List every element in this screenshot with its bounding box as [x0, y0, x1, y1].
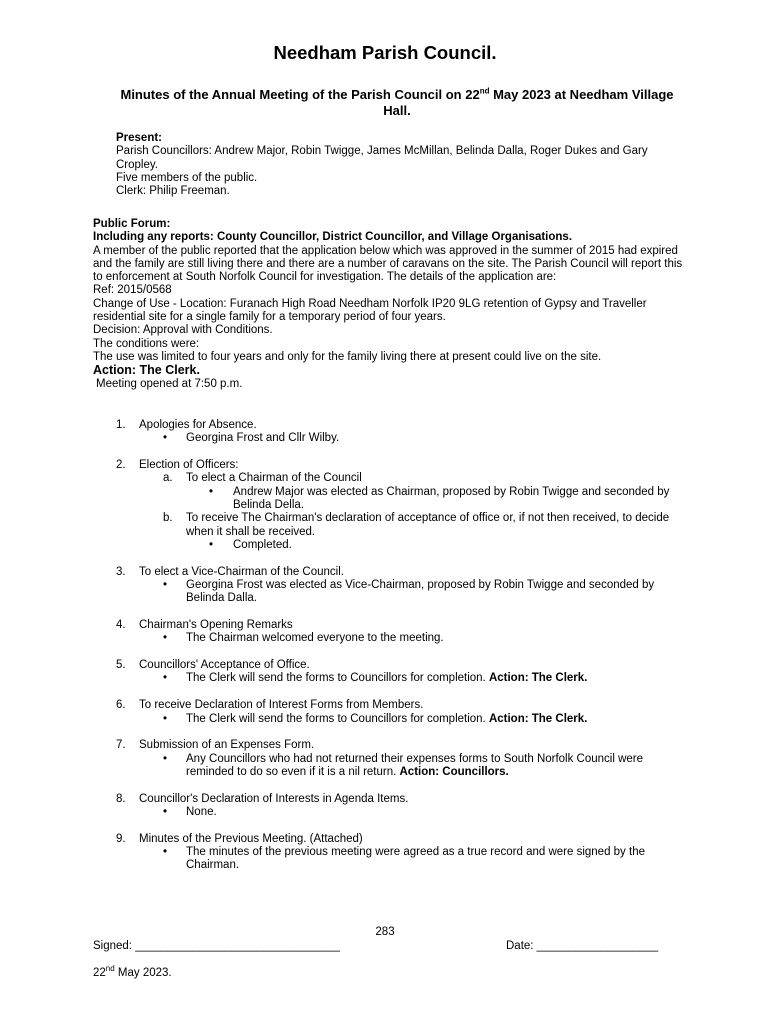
item-title: Minutes of the Previous Meeting. (Attached): [139, 832, 363, 845]
public-forum-line: A member of the public reported that the application below which was approved in the summer of 2015 had expired and the family are still living there and there are a number of caravans on the site. The Parish Council will report this to enforcement at South Norfolk Council for investigation. The details of the application are:: [93, 244, 683, 284]
public-forum-subheading: Including any reports: County Councillor, District Councillor, and Village Organisations.: [93, 231, 573, 244]
item-bullet-action: Action: Councillors.: [399, 765, 509, 778]
sub-item-letter: b.: [163, 512, 173, 525]
public-forum-section: [93, 218, 683, 391]
agenda-item: [116, 659, 682, 686]
item-number: 6.: [116, 699, 126, 712]
agenda-item: [116, 459, 682, 552]
item-title: Apologies for Absence.: [139, 419, 257, 431]
item-title: To elect a Vice-Chairman of the Council.: [139, 565, 344, 578]
public-forum-line: The use was limited to four years and only for the family living there at present could live on the site.: [93, 350, 602, 363]
present-line: Clerk: Philip Freeman.: [116, 185, 230, 198]
item-bullet-text: The Clerk will send the forms to Councillors for completion.: [186, 712, 489, 725]
public-forum-line: Decision: Approval with Conditions.: [93, 324, 273, 337]
item-bullet: • The minutes of the previous meeting were agreed as a true record and were signed by the Chairman.: [116, 846, 682, 873]
meeting-subtitle: [110, 87, 684, 119]
item-title: Chairman's Opening Remarks: [139, 619, 293, 632]
document-title: Needham Parish Council.: [273, 42, 497, 63]
public-forum-line: Change of Use - Location: Furanach High Road Needham Norfolk IP20 9LG retention of Gypsy and Traveller residential site for a single family for a temporary period of four years.: [93, 297, 647, 324]
present-section: [116, 132, 676, 198]
sub-item-text: To elect a Chairman of the Council: [186, 472, 362, 485]
sub-item-bullet: • Completed.: [116, 539, 682, 552]
agenda-item: [116, 619, 682, 646]
sub-item: [116, 472, 682, 485]
public-forum-line: Ref: 2015/0568: [93, 284, 172, 297]
present-line: Parish Councillors: Andrew Major, Robin Twigge, James McMillan, Belinda Dalla, Roger Dukes and Gary Cropley.: [116, 145, 648, 171]
item-number: 9.: [116, 832, 126, 845]
footer-date: [93, 964, 172, 980]
public-forum-heading: Public Forum:: [93, 218, 171, 230]
subtitle-text: Minutes of the Annual Meeting of the Parish Council on 22: [120, 87, 480, 102]
item-bullet: • None.: [116, 806, 682, 819]
subtitle-ordinal: nd: [479, 86, 490, 96]
item-bullet: • Georgina Frost and Cllr Wilby.: [116, 432, 682, 445]
item-bullet: [116, 753, 682, 780]
item-number: 2.: [116, 459, 126, 472]
footer-date-day: 22: [93, 967, 106, 979]
item-title: Councillors' Acceptance of Office.: [139, 659, 310, 672]
item-number: 3.: [116, 565, 126, 578]
footer-date-rest: May 2023.: [114, 967, 172, 979]
page-number: 283: [375, 926, 395, 938]
item-number: 8.: [116, 792, 126, 805]
item-bullet-text: The Clerk will send the forms to Councillors for completion.: [186, 672, 489, 685]
item-number: 1.: [116, 419, 126, 431]
agenda-item: [116, 793, 682, 820]
agenda-item: [116, 833, 682, 873]
item-title: To receive Declaration of Interest Forms from Members.: [139, 699, 424, 712]
item-bullet: [116, 672, 682, 685]
present-heading: Present:: [116, 132, 163, 144]
item-bullet: • Georgina Frost was elected as Vice-Chairman, proposed by Robin Twigge and seconded by Belinda Dalla.: [116, 579, 682, 606]
item-bullet: • The Chairman welcomed everyone to the meeting.: [116, 632, 682, 645]
public-forum-line: The conditions were:: [93, 337, 200, 350]
subtitle-text-end: May 2023 at Needham Village Hall.: [383, 87, 674, 118]
footer-date-ordinal: nd: [105, 964, 115, 974]
item-bullet-text: Any Councillors who had not returned their expenses forms to South Norfolk Council were reminded to do so even if it is a nil return.: [186, 752, 644, 778]
item-title: Councillor's Declaration of Interests in Agenda Items.: [139, 792, 409, 805]
sub-item: [116, 512, 682, 539]
meeting-opened: Meeting opened at 7:50 p.m.: [96, 377, 243, 390]
public-forum-action: Action: The Clerk.: [93, 363, 200, 378]
item-title: Submission of an Expenses Form.: [139, 739, 315, 752]
date-line: Date: ___________________: [506, 940, 659, 952]
item-title: Election of Officers:: [139, 459, 239, 472]
item-bullet: [116, 713, 682, 726]
item-number: 7.: [116, 739, 126, 752]
sub-item-letter: a.: [163, 472, 173, 485]
item-bullet-action: Action: The Clerk.: [488, 712, 588, 725]
item-bullet-action: Action: The Clerk.: [488, 672, 588, 685]
agenda-item: [116, 739, 682, 779]
signature-line: Signed: ________________________________: [93, 940, 340, 952]
agenda-item: [116, 419, 682, 446]
present-line: Five members of the public.: [116, 171, 258, 184]
sub-item-text: To receive The Chairman's declaration of acceptance of office or, if not then received, to decide when it shall be received.: [186, 512, 670, 538]
item-number: 4.: [116, 619, 126, 632]
agenda-items: [116, 419, 682, 886]
sub-item-bullet: • Andrew Major was elected as Chairman, proposed by Robin Twigge and seconded by Belinda Della.: [116, 486, 682, 513]
agenda-item: [116, 699, 682, 726]
agenda-item: [116, 566, 682, 606]
item-number: 5.: [116, 659, 126, 672]
